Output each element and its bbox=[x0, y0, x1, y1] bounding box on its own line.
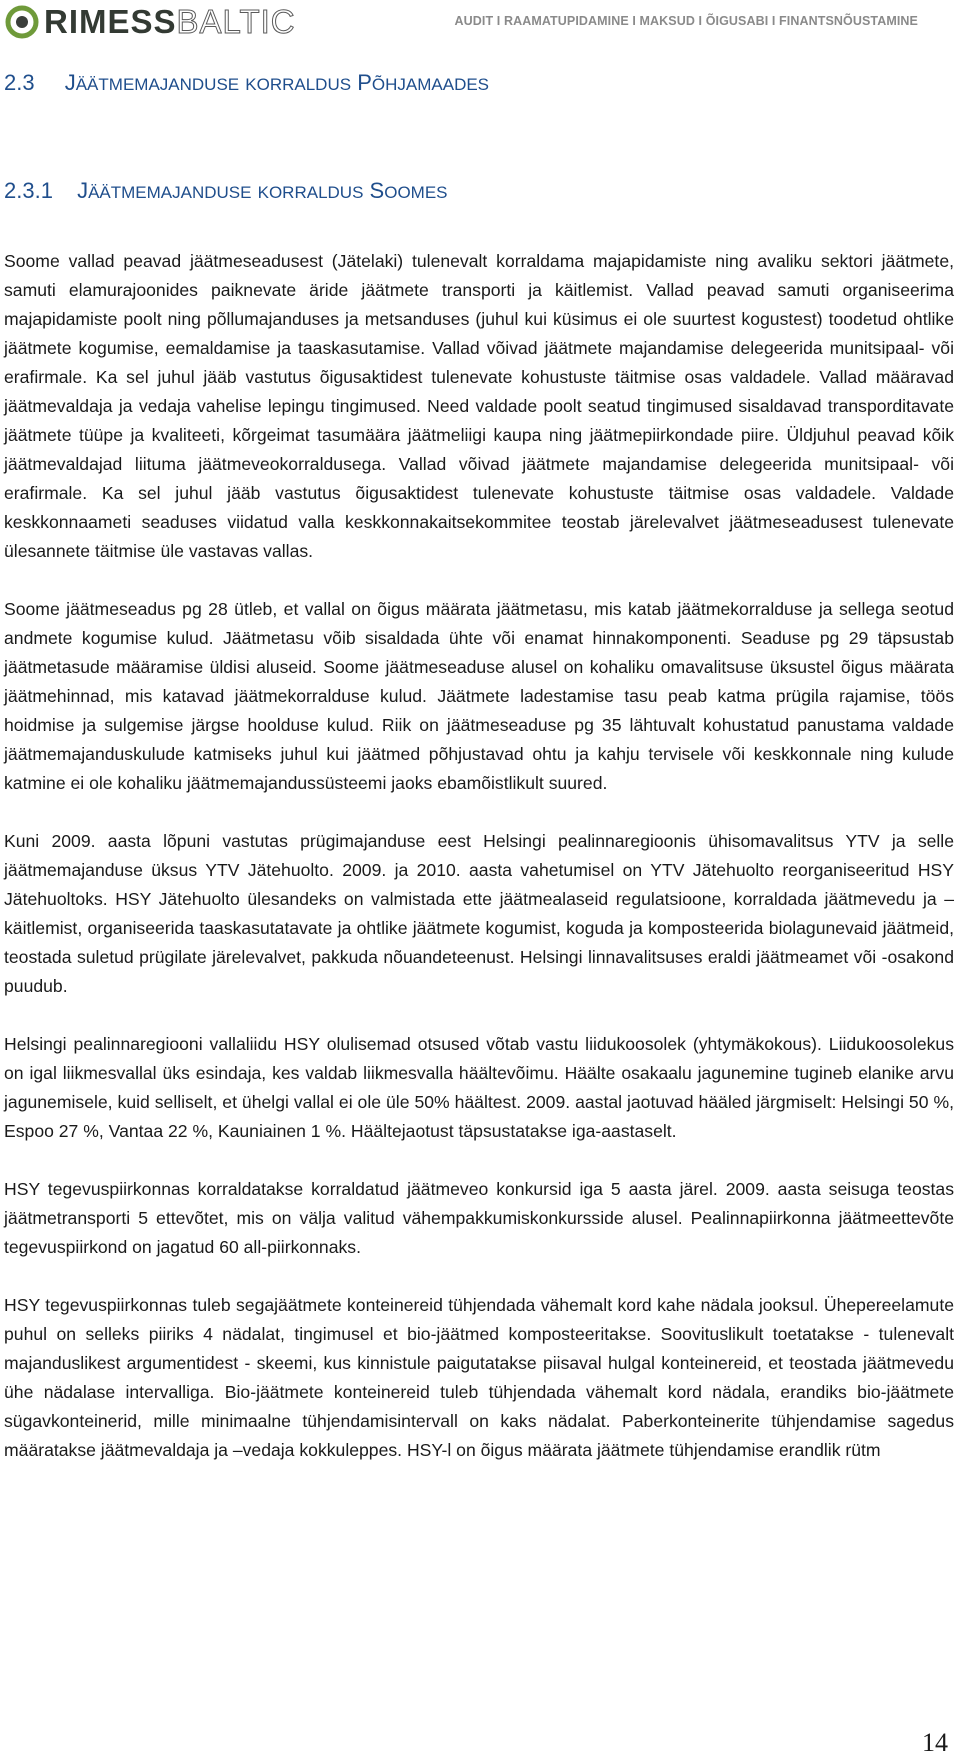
paragraph: HSY tegevuspiirkonnas tuleb segajäätmete konteinereid tühjendada vähemalt kord kahe nädala jooksul. Ühepereelamute puhul on selleks piiriks 4 nädalat, tingimusel et bio-jäätmed komposteeritakse. Soovituslikult toetatakse - tulenevalt majanduslikest argumentidest - skeemi, kus kinnistule paigutatakse piisaval hulgal konteinereid, et teostada jäätmevedu ühe nädalase intervalliga. Bio-jäätmete konteinereid tuleb tühjendada vähemalt kord nädala, erandiks bio-jäätmete sügavkonteinerid, mille minimaalne tühjendamisintervall on kaks nädalat. Paberkonteinerite tühjendamise sagedus määratakse jäätmevaldaja ja –vedaja kokkuleppes. HSY-l on õigus määrata jäätmete tühjendamise erandlik rütm bbox=[4, 1295, 954, 1460]
company-logo bbox=[4, 2, 296, 42]
logo-ring-icon bbox=[4, 4, 40, 40]
subsection-heading bbox=[4, 178, 448, 204]
document-body bbox=[4, 247, 954, 1494]
header-tagline: AUDIT I RAAMATUPIDAMINE I MAKSUD I ÕIGUSABI I FINANTSNÕUSTAMINE bbox=[454, 14, 918, 28]
page-header bbox=[0, 0, 960, 44]
paragraph: Helsingi pealinnaregiooni vallaliidu HSY olulisemad otsused võtab vastu liidukoosolek (yhtymäkokous). Liidukoosolekus on igal liikmesvallal üks esindaja, kes valdab liikmesvalla häältevõimu. Häälte osakaalu jagunemine tugineb elanike arvu jagunemisele, kuid selliselt, et ühelgi vallal ei ole üle 50% häältest. 2009. aastal jaotuvad hääled järgmiselt: Helsingi 50 %, Espoo 27 %, Vantaa 22 %, Kauniainen 1 %. Häältejaotust täpsustatakse iga-aastaselt. bbox=[4, 1034, 954, 1141]
page-number: 14 bbox=[922, 1728, 948, 1757]
logo-text-main: RIMESS bbox=[44, 3, 177, 40]
paragraph: HSY tegevuspiirkonnas korraldatakse korraldatud jäätmeveo konkursid iga 5 aasta järel. 2009. aasta seisuga teostas jäätmetransporti 5 ettevõtet, mis on välja valitud vähempakkumiskonkursside alusel. Pealinnapiirkonna jäätmeettevõte tegevuspiirkond on jagatud 60 all-piirkonnaks. bbox=[4, 1179, 954, 1257]
paragraph: Soome jäätmeseadus pg 28 ütleb, et vallal on õigus määrata jäätmetasu, mis katab jäätmekorralduse ja sellega seotud andmete kogumise kulud. Jäätmetasu võib sisaldada ühte või enamat hinnakomponenti. Seaduse pg 29 täpsustab jäätmetasude määramise üldisi aluseid. Soome jäätmeseaduse alusel on kohaliku omavalitsuse üksustel õigus määrata jäätmehinnad, mis katavad jäätmekorralduse kulud. Jäätmete ladestamise tasu peab katma prügila rajamise, töös hoidmise ja sulgemise järgse hoolduse kulud. Riik on jäätmeseaduse pg 35 lähtuvalt kohustatud panustama valdade jäätmemajanduskulude katmiseks juhul kui jäätmed põhjustavad ohtu ja kahju tervisele või keskkonnale ning kulude katmine ei ole kohaliku jäätmemajandussüsteemi jaoks ebamõistlikult suured. bbox=[4, 599, 954, 793]
logo-text-sub: BALTIC bbox=[176, 3, 296, 40]
subsection-number: 2.3.1 bbox=[4, 178, 53, 203]
paragraph: Kuni 2009. aasta lõpuni vastutas prügimajanduse eest Helsingi pealinnaregioonis ühisomavalitsus YTV ja selle jäätmemajanduse üksus YTV Jätehuolto. 2009. ja 2010. aasta vahetumisel on YTV Jätehuolto reorganiseeritud HSY Jätehuoltoks. HSY Jätehuolto ülesandeks on valmistada ette jäätmealaseid regulatsioone, korraldada jäätmevedu ja –käitlemist, organiseerida taaskasutatavate ja ohtlike jäätmete kogumist, koguda ja komposteerida biolagunevaid jäätmeid, teostada suletud prügilate järelevalvet, pakkuda nõuandeteenust. Helsingi linnavalitsuses eraldi jäätmeamet või -osakond puudub. bbox=[4, 831, 954, 996]
section-number: 2.3 bbox=[4, 70, 35, 95]
subsection-title: JÄÄTMEMAJANDUSE KORRALDUS SOOMES bbox=[77, 178, 448, 203]
section-title: JÄÄTMEMAJANDUSE KORRALDUS PÕHJAMAADES bbox=[64, 70, 490, 95]
section-heading bbox=[4, 70, 489, 96]
paragraph: Soome vallad peavad jäätmeseadusest (Jätelaki) tulenevalt korraldama majapidamiste ning avaliku sektori jäätmete, samuti elamurajoonides paiknevate äride jäätmete transporti ja käitlemist. Vallad peavad samuti organiseerima majapidamiste poolt ning põllumajanduses ja metsanduses (juhul kui küsimus ei ole suurtest kogustest) toodetud ohtlike jäätmete kogumise, eemaldamise ja taaskasutamise. Vallad võivad jäätmete majandamise delegeerida munitsipaal- või erafirmale. Ka sel juhul jääb vastutus õigusaktidest tulenevate kohustuste täitmise osas valdadele. Vallad määravad jäätmevaldaja ja vedaja vahelise lepingu tingimused. Need valdade poolt seatud tingimused sisaldavad transporditavate jäätmete tüüpe ja kvaliteeti, kõrgeimat tasumäära jäätmeliigi kaupa ning jäätmepiirkondade piire. Üldjuhul peavad kõik jäätmevaldajad liituma jäätmeveokorraldusega. Vallad võivad jäätmete majandamise delegeerida munitsipaal- või erafirmale. Ka sel juhul jääb vastutus õigusaktidest tulenevate kohustuste täitmise osas valdadele. Valdade keskkonnaameti seaduses viidatud valla keskkonnakaitsekommitee teostab järelevalvet jäätmeseadusest tulenevate ülesannete täitmise üle vastavas vallas. bbox=[4, 251, 954, 561]
